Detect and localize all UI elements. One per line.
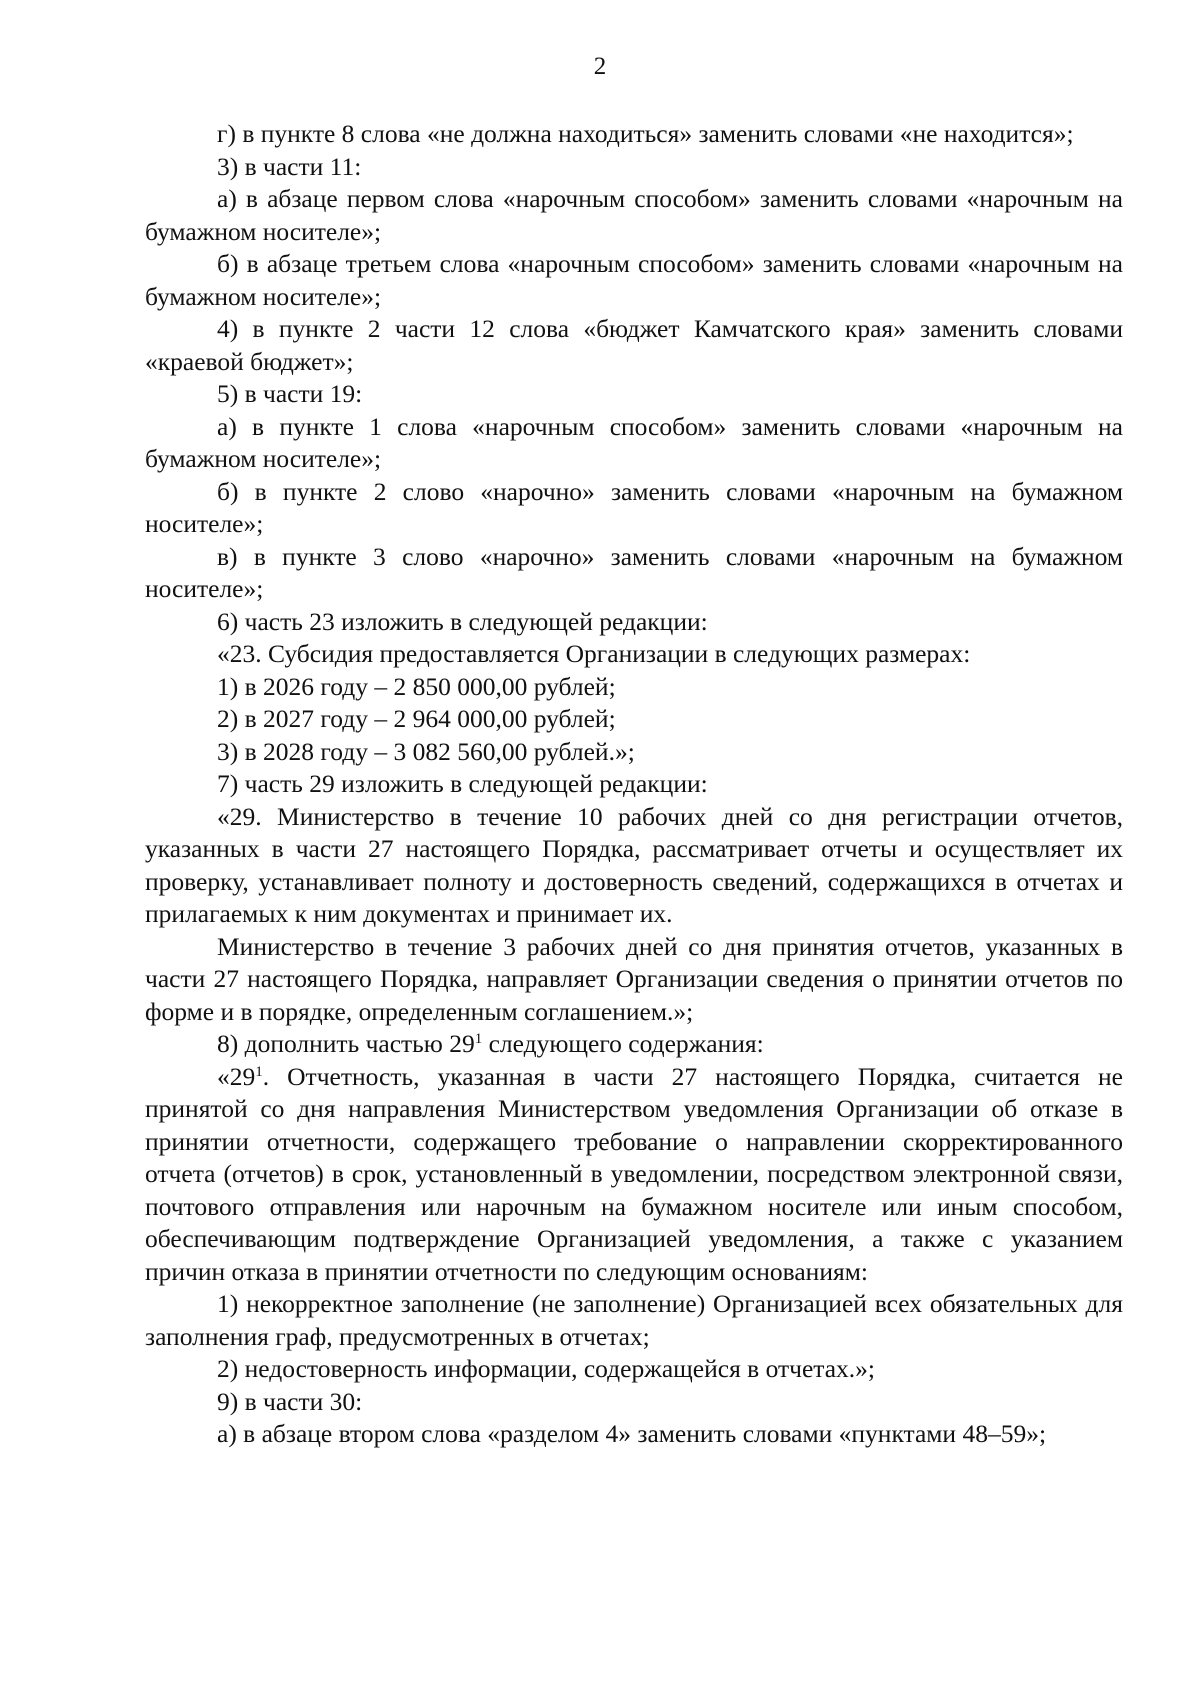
paragraph [145, 1028, 1123, 1061]
paragraph: Министерство в течение 3 рабочих дней со дня принятия отчетов, указанных в части 27 настоящего Порядка, направляет Организации сведения о принятии отчетов по форме и в порядке, определенным соглашением.»; [145, 931, 1123, 1026]
superscript: 1 [474, 1031, 483, 1047]
paragraph-text: . Отчетность, указанная в части 27 настоящего Порядка, считается не принятой со дня направления Министерством уведомления Организации об отказе в принятии отчетности, содержащего требование о направлении скорректированного отчета (отчетов) в срок, установленный в уведомлении, посредством электронной связи, почтового отправления или нарочным на бумажном носителе или иным способом, обеспечивающим подтверждение Организацией уведомления, а также с указанием причин отказа в принятии отчетности по следующим основаниям: [145, 1061, 1123, 1286]
page-number: 2 [593, 53, 607, 80]
paragraph: 3) в 2028 году – 3 082 560,00 рублей.»; [217, 736, 635, 766]
paragraph-text: следующего содержания: [482, 1029, 764, 1058]
document-body [145, 118, 1123, 1451]
paragraph [145, 1061, 1123, 1289]
paragraph: а) в абзаце первом слова «нарочным способом» заменить словами «нарочным на бумажном носителе»; [145, 184, 1123, 246]
paragraph: г) в пункте 8 слова «не должна находиться» заменить словами «не находится»; [217, 119, 1074, 148]
paragraph: 1) в 2026 году – 2 850 000,00 рублей; [217, 671, 616, 701]
paragraph-text: «29 [217, 1061, 256, 1091]
paragraph: а) в абзаце втором слова «разделом 4» заменить словами «пунктами 48–59»; [217, 1419, 1047, 1448]
paragraph: «29. Министерство в течение 10 рабочих дней со дня регистрации отчетов, указанных в части 27 настоящего Порядка, рассматривает отчеты и осуществляет их проверку, устанавливает полноту и достоверность сведений, содержащихся в отчетах и прилагаемых к ним документах и принимает их. [145, 801, 1123, 928]
paragraph-text: 8) дополнить частью 29 [217, 1029, 475, 1058]
paragraph: 2) в 2027 году – 2 964 000,00 рублей; [217, 704, 616, 733]
paragraph: б) в пункте 2 слово «нарочно» заменить словами «нарочным на бумажном носителе»; [145, 476, 1123, 538]
paragraph: 3) в части 11: [217, 151, 362, 181]
paragraph: 5) в части 19: [217, 379, 363, 408]
paragraph: а) в пункте 1 слова «нарочным способом» заменить словами «нарочным на бумажном носителе»; [145, 411, 1123, 473]
paragraph: «23. Субсидия предоставляется Организации в следующих размерах: [217, 639, 971, 668]
paragraph: 2) недостоверность информации, содержащейся в отчетах.»; [217, 1354, 876, 1383]
paragraph: 9) в части 30: [217, 1386, 363, 1416]
paragraph: 1) некорректное заполнение (не заполнение) Организацией всех обязательных для заполнения граф, предусмотренных в отчетах; [145, 1289, 1123, 1351]
paragraph: б) в абзаце третьем слова «нарочным способом» заменить словами «нарочным на бумажном носителе»; [145, 249, 1123, 311]
paragraph: 4) в пункте 2 части 12 слова «бюджет Камчатского края» заменить словами «краевой бюджет»; [145, 314, 1123, 376]
paragraph: 6) часть 23 изложить в следующей редакции: [217, 606, 708, 636]
paragraph: 7) часть 29 изложить в следующей редакции: [217, 769, 708, 798]
paragraph: в) в пункте 3 слово «нарочно» заменить словами «нарочным на бумажном носителе»; [145, 541, 1123, 603]
superscript: 1 [255, 1063, 263, 1080]
